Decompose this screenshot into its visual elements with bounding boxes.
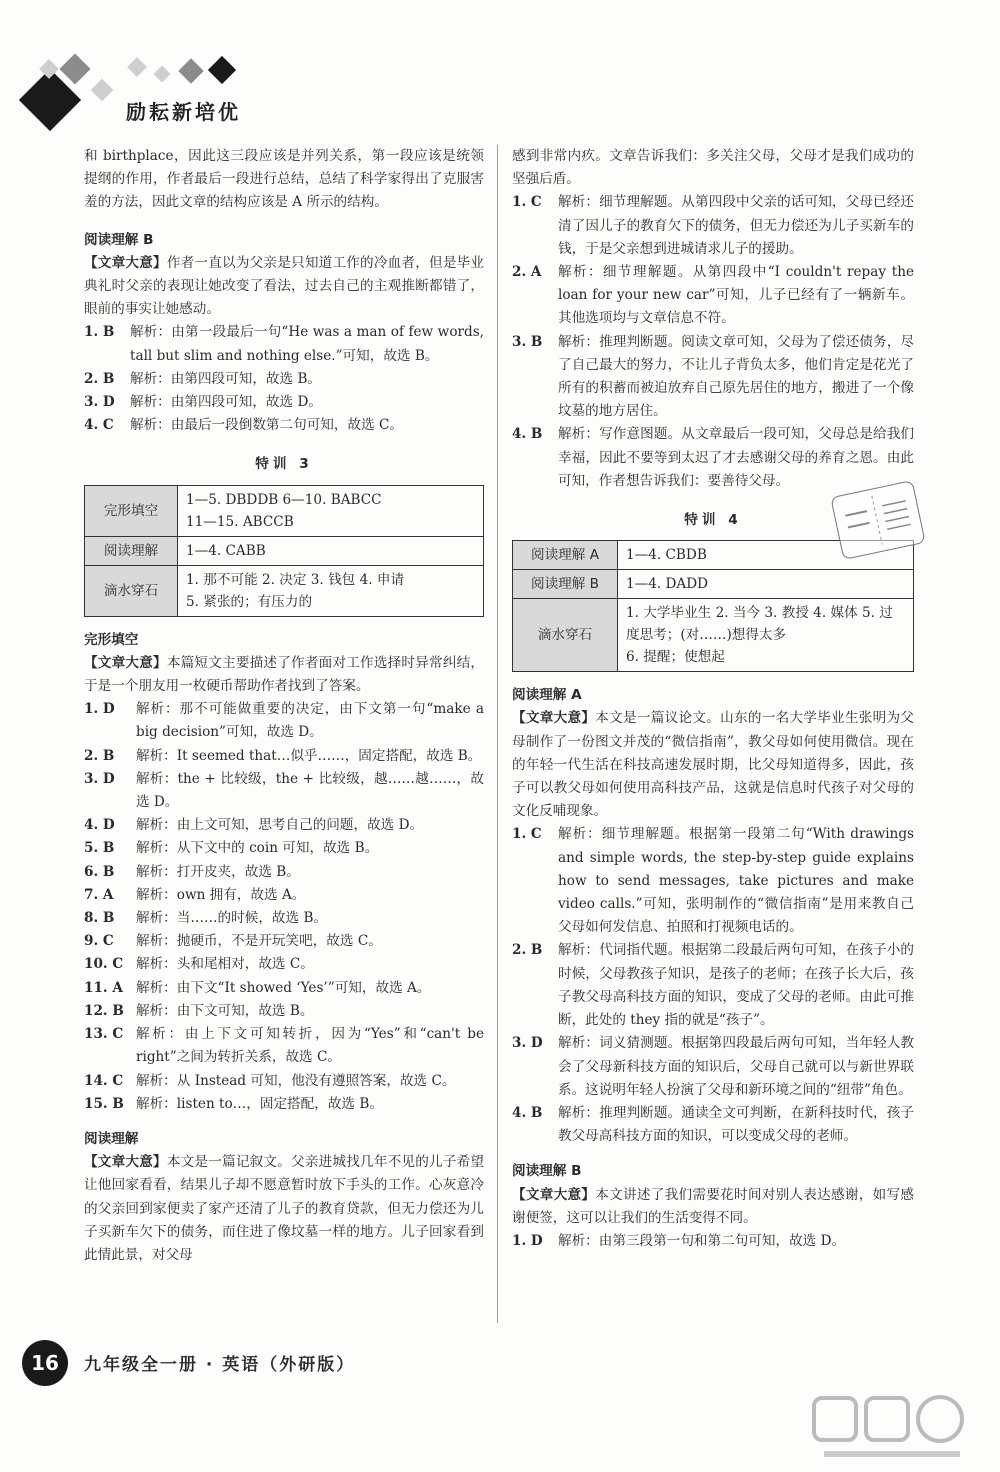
answer-explanation: 解析：由上文可知，思考自己的问题，故选 D。 — [136, 817, 424, 834]
answer-item — [84, 768, 484, 814]
answer-number: 1. C — [512, 826, 542, 843]
answer-item — [84, 953, 484, 976]
answer-item — [512, 1102, 914, 1148]
table-label: 阅读理解 B — [513, 570, 618, 599]
answer-list — [84, 698, 484, 1116]
answer-number: 10. C — [84, 956, 124, 973]
answer-number: 7. A — [84, 886, 114, 903]
answer-item — [84, 884, 484, 907]
summary-text: 作者一直以为父亲是只知道工作的冷血者，但是毕业典礼时父亲的表现让她改变了看法，过去自己的主观推断都错了，眼前的事实让她感动。 — [84, 254, 485, 318]
answer-number: 4. B — [512, 426, 543, 443]
answer-explanation: 解析：由第一段最后一句“He was a man of few words, tall but slim and nothing else.”可知，故选 B。 — [130, 324, 484, 364]
answer-item — [84, 1070, 484, 1093]
summary-text: 本文讲述了我们需要花时间对别人表达感谢，如写感谢便签，这可以让我们的生活变得不同。 — [512, 1186, 915, 1226]
summary-label: 【文章大意】 — [512, 1186, 596, 1203]
answer-explanation: 解析：由第四段可知，故选 D。 — [130, 394, 322, 411]
answer-explanation: 解析：由下文可知，故选 B。 — [136, 1002, 314, 1019]
answer-list — [512, 1230, 914, 1253]
answer-explanation: 解析：头和尾相对，故选 C。 — [136, 956, 314, 973]
watermark-logo-icon — [810, 1392, 970, 1468]
answer-list — [84, 321, 484, 437]
summary-text: 本文是一篇记叙文。父亲进城找几年不见的儿子希望让他回家看看，结果儿子却不愿意暂时放下手头的工作。心灰意冷的父亲回到家便卖了家产还清了儿子的教育贷款，但无力偿还为儿子买新车欠下的债务，而住进了像坟墓一样的地方。儿子回家看到此情此景，对父母 — [84, 1154, 485, 1263]
answer-explanation: 解析：own 拥有，故选 A。 — [136, 886, 306, 903]
answer-number: 1. D — [512, 1232, 543, 1249]
answer-number: 4. C — [84, 417, 114, 434]
intro-paragraph: 和 birthplace，因此这三段应该是并列关系，第一段应该是统领提纲的作用，作者最后一段进行总结，总结了科学家得出了克服害羞的方法，因此文章的结构应该是 A 所示的结构。 — [84, 148, 484, 211]
answer-number: 6. B — [84, 863, 115, 880]
answer-number: 1. C — [512, 194, 542, 211]
answer-number: 2. B — [84, 370, 115, 387]
answer-explanation: 解析：细节理解题。从第四段中“I couldn't repay the loan for your new car”可知，儿子已经有了一辆新车。其他选项均与文章信息不符。 — [558, 264, 914, 327]
table-value: 1—4. CABB — [178, 536, 484, 565]
decorative-diamond — [178, 58, 203, 83]
decorative-diamond — [127, 57, 147, 77]
answer-item — [84, 861, 484, 884]
answer-number: 9. C — [84, 933, 114, 950]
answer-explanation: 解析：抛硬币，不是开玩笑吧，故选 C。 — [136, 933, 382, 950]
answer-explanation: 解析：由下文“It showed ‘Yes’”可知，故选 A。 — [136, 979, 431, 996]
continued-paragraph: 感到非常内疚。文章告诉我们：多关注父母，父母才是我们成功的坚强后盾。 — [512, 148, 914, 188]
answer-item — [84, 814, 484, 837]
answer-explanation: 解析：当……的时候，故选 B。 — [136, 910, 328, 927]
special-training-title: 特训 3 — [255, 456, 313, 473]
answer-number: 4. B — [512, 1104, 543, 1121]
answer-explanation: 解析：由上下文可知转折，因为“Yes”和“can't be right”之间为转折关系，故选 C。 — [136, 1026, 484, 1066]
answer-explanation: 解析：listen to…，固定搭配，故选 B。 — [136, 1095, 383, 1112]
left-column — [84, 145, 484, 1267]
answer-item — [84, 745, 484, 768]
answer-item — [512, 823, 914, 939]
summary-text: 本文是一篇议论文。山东的一名大学毕业生张明为父母制作了一份图文并茂的“微信指南”，教父母如何使用微信。现在的年轻一代生活在科技高速发展时期，比父母知道得多，因此，孩子可以教父母如何使用高科技产品，这就是信息时代孩子对父母的文化反哺现象。 — [512, 710, 915, 820]
table-value: 1. 大学毕业生 2. 当今 3. 教授 4. 媒体 5. 过度思考；(对……)想得太多 6. 提醒；使想起 — [618, 599, 914, 672]
answer-item — [84, 1023, 484, 1069]
table-row — [513, 570, 914, 599]
table-label: 滴水穿石 — [85, 565, 178, 616]
summary-paragraph — [512, 1184, 914, 1230]
answer-number: 4. D — [84, 817, 115, 834]
table-label: 完形填空 — [85, 485, 178, 536]
decorative-diamond — [208, 56, 236, 84]
summary-paragraph — [84, 1151, 484, 1267]
answer-number: 1. D — [84, 701, 115, 718]
table-row — [513, 599, 914, 672]
answer-explanation: 解析：打开皮夹，故选 B。 — [136, 863, 300, 880]
answer-table — [84, 485, 484, 617]
answer-number: 15. B — [84, 1095, 124, 1112]
answer-number: 2. A — [512, 264, 542, 281]
answer-explanation: 解析：从 Instead 可知，他没有遵照答案，故选 C。 — [136, 1072, 456, 1089]
summary-paragraph — [84, 252, 484, 322]
table-value: 1. 那不可能 2. 决定 3. 钱包 4. 申请 5. 紧张的；有压力的 — [178, 565, 484, 616]
summary-label: 【文章大意】 — [84, 1154, 167, 1171]
answer-explanation: 解析：推理判断题。通读全文可判断，在新科技时代，孩子教父母高科技方面的知识，可以变成父母的老师。 — [558, 1104, 914, 1145]
answer-explanation: 解析：推理判断题。阅读文章可知，父母为了偿还债务，尽了自己最大的努力，不让儿子背负太多，他们肯定是花光了所有的积蓄而被迫放弃自己原先居住的地方，搬进了一个像坟墓的地方居住。 — [558, 333, 914, 420]
answer-explanation: 解析：那不可能做重要的决定，由下文第一句“make a big decision”可知，故选 D。 — [136, 701, 484, 741]
summary-text: 本篇短文主要描述了作者面对工作选择时异常纠结，于是一个朋友用一枚硬币帮助作者找到了答案。 — [84, 654, 485, 695]
book-title: 九年级全一册 · 英语（外研版） — [84, 1355, 356, 1375]
right-column — [512, 145, 914, 1253]
decorative-diamond — [154, 66, 171, 83]
answer-list — [512, 191, 914, 493]
brand-title: 励耘新培优 — [126, 100, 241, 124]
answer-item — [84, 368, 484, 391]
summary-label: 【文章大意】 — [84, 254, 167, 271]
page-number: 16 — [22, 1340, 68, 1386]
answer-explanation: 解析：代词指代题。根据第二段最后两句可知，在孩子小的时候，父母教孩子知识，是孩子的老师；在孩子长大后，孩子教父母高科技方面的知识，变成了父母的老师。由此可推断，此处的 they 指的就是“孩子”。 — [558, 942, 914, 1029]
answer-table — [512, 540, 914, 672]
answer-number: 14. C — [84, 1072, 124, 1089]
section-title: 阅读理解 A — [512, 687, 582, 704]
table-label: 阅读理解 — [85, 536, 178, 565]
table-value: 1—4. CBDB — [618, 541, 914, 570]
answer-number: 13. C — [84, 1026, 124, 1043]
decorative-diamond — [91, 79, 114, 102]
section-title: 阅读理解 B — [84, 231, 154, 248]
answer-item — [84, 321, 484, 367]
answer-item — [512, 1032, 914, 1102]
answer-item — [512, 939, 914, 1032]
answer-number: 12. B — [84, 1002, 124, 1019]
answer-item — [84, 907, 484, 930]
answer-item — [84, 414, 484, 437]
answer-item — [512, 191, 914, 261]
section-title: 阅读理解 — [84, 1130, 139, 1147]
answer-item — [512, 261, 914, 331]
table-value: 1—4. DADD — [618, 570, 914, 599]
answer-number: 2. B — [84, 747, 115, 764]
column-divider — [497, 145, 498, 1323]
answer-explanation: 解析：由第四段可知，故选 B。 — [130, 370, 322, 387]
answer-number: 3. D — [84, 394, 115, 411]
answer-item — [84, 930, 484, 953]
table-value: 1—5. DBDDB 6—10. BABCC 11—15. ABCCB — [178, 485, 484, 536]
answer-number: 5. B — [84, 840, 115, 857]
summary-label: 【文章大意】 — [512, 710, 596, 727]
answer-number: 11. A — [84, 979, 123, 996]
answer-item — [84, 977, 484, 1000]
answer-explanation: 解析：细节理解题。根据第一段第二句“With drawings and simple words, the step-by-step guide explains how to send messages, take pictures and make video calls.”可知，张明制作的“微信指南”是用来教自己父母如何发信息、拍照和打视频电话的。 — [558, 826, 914, 936]
page-footer — [22, 1340, 982, 1390]
answer-explanation: 解析：由第三段第一句和第二句可知，故选 D。 — [558, 1232, 846, 1249]
answer-explanation: 解析：由最后一段倒数第二句可知，故选 C。 — [130, 417, 404, 434]
table-row — [85, 565, 484, 616]
summary-paragraph — [84, 652, 484, 698]
answer-explanation: 解析：从下文中的 coin 可知，故选 B。 — [136, 840, 379, 857]
summary-label: 【文章大意】 — [84, 654, 167, 671]
answer-item — [84, 837, 484, 860]
answer-explanation: 解析：细节理解题。从第四段中父亲的话可知，父母已经还清了因儿子的教育欠下的债务，但无力偿还为儿子买新车的钱，于是父亲想到进城请求儿子的援助。 — [558, 194, 914, 257]
table-label: 滴水穿石 — [513, 599, 618, 672]
answer-item — [84, 1093, 484, 1116]
answer-explanation: 解析：the + 比较级，the + 比较级，越……越……，故选 D。 — [136, 770, 484, 811]
answer-item — [84, 391, 484, 414]
special-training-title: 特训 4 — [684, 512, 742, 529]
section-title: 阅读理解 B — [512, 1163, 582, 1180]
answer-list — [512, 823, 914, 1148]
table-row — [85, 485, 484, 536]
answer-item — [512, 331, 914, 424]
answer-explanation: 解析：写作意图题。从文章最后一段可知，父母总是给我们幸福，因此不要等到太迟了才去感谢父母的养育之恩。由此可知，作者想告诉我们：要善待父母。 — [558, 426, 914, 489]
answer-number: 8. B — [84, 910, 115, 927]
section-title: 完形填空 — [84, 631, 139, 648]
answer-item — [512, 1230, 914, 1253]
answer-number: 3. B — [512, 333, 543, 350]
answer-number: 3. D — [84, 770, 115, 787]
answer-explanation: 解析：It seemed that…似乎……，固定搭配，故选 B。 — [136, 747, 482, 764]
decorative-diamond — [59, 53, 90, 84]
answer-item — [84, 698, 484, 744]
answer-item — [84, 1000, 484, 1023]
page-header — [0, 0, 1000, 150]
table-row — [85, 536, 484, 565]
answer-explanation: 解析：词义猜测题。根据第四段最后两句可知，当年轻人教会了父母新科技方面的知识后，父母自己就可以与新世界联系。这说明年轻人扮演了父母和新环境之间的“纽带”角色。 — [558, 1035, 914, 1098]
answer-number: 1. B — [84, 324, 115, 341]
answer-number: 2. B — [512, 942, 543, 959]
table-label: 阅读理解 A — [513, 541, 618, 570]
answer-item — [512, 423, 914, 493]
summary-paragraph — [512, 707, 914, 823]
answer-number: 3. D — [512, 1035, 543, 1052]
